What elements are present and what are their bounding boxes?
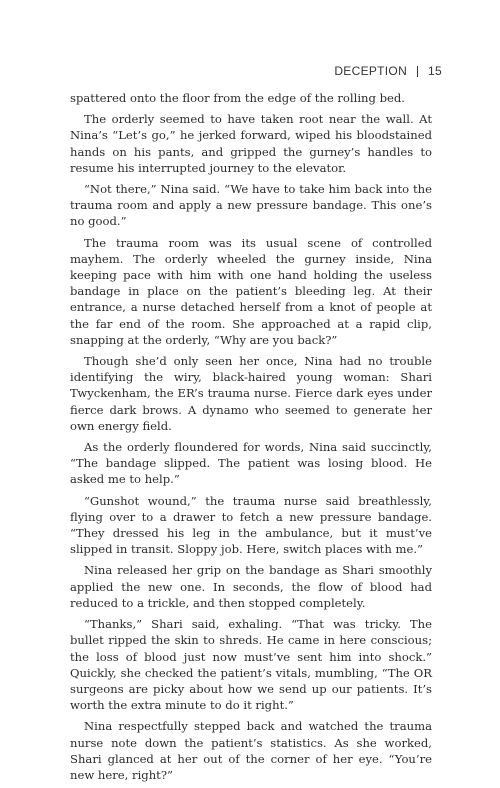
paragraph: “Not there,” Nina said. “We have to take him back into the trauma room and apply a new pressure bandage. This one’s no good.” bbox=[70, 182, 432, 229]
book-title: DECEPTION bbox=[334, 64, 408, 78]
body-text bbox=[70, 90, 432, 788]
paragraph: Nina released her grip on the bandage as Shari smoothly applied the new one. In seconds, the flow of blood had reduced to a trickle, and then stopped completely. bbox=[70, 563, 432, 610]
paragraph: Though she’d only seen her once, Nina had no trouble identifying the wiry, black-haired young woman: Shari Twyckenham, the ER’s trauma nurse. Fierce dark eyes under fierce dark brows. A dynamo who seemed to generate her own energy field. bbox=[70, 354, 432, 433]
paragraph: As the orderly floundered for words, Nina said succinctly, “The bandage slipped. The patient was losing blood. He asked me to help.” bbox=[70, 440, 432, 487]
paragraph: spattered onto the floor from the edge of the rolling bed. bbox=[70, 91, 405, 105]
running-header bbox=[334, 64, 442, 78]
header-divider bbox=[417, 66, 418, 77]
paragraph: “Gunshot wound,” the trauma nurse said breathlessly, flying over to a drawer to fetch a new pressure bandage. “They dressed his leg in the ambulance, but it must’ve slipped in transit. Sloppy job. Here, switch places with me.” bbox=[70, 493, 432, 557]
paragraph: The trauma room was its usual scene of controlled mayhem. The orderly wheeled the gurney inside, Nina keeping pace with him with one hand holding the useless bandage in place on the patient’s bleeding leg. At their entrance, a nurse detached herself from a knot of people at the far end of the room. She approached at a rapid clip, snapping at the orderly, “Why are you back?” bbox=[70, 235, 432, 347]
page-number: 15 bbox=[428, 64, 442, 78]
paragraph: “Thanks,” Shari said, exhaling. “That was tricky. The bullet ripped the skin to shreds. He came in here conscious; the loss of blood just now must’ve sent him into shock.” Quickly, she checked the patient’s vitals, mumbling, “The OR surgeons are picky about how we send up our patients. It’s worth the extra minute to do it right.” bbox=[70, 617, 432, 713]
paragraph: Nina respectfully stepped back and watched the trauma nurse note down the patient’s statistics. As she worked, Shari glanced at her out of the corner of her eye. “You’re new here, right?” bbox=[70, 719, 432, 782]
paragraph: The orderly seemed to have taken root near the wall. At Nina’s “Let’s go,” he jerked forward, wiped his bloodstained hands on his pants, and gripped the gurney’s handles to resume his interrupted journey to the elevator. bbox=[70, 112, 432, 175]
